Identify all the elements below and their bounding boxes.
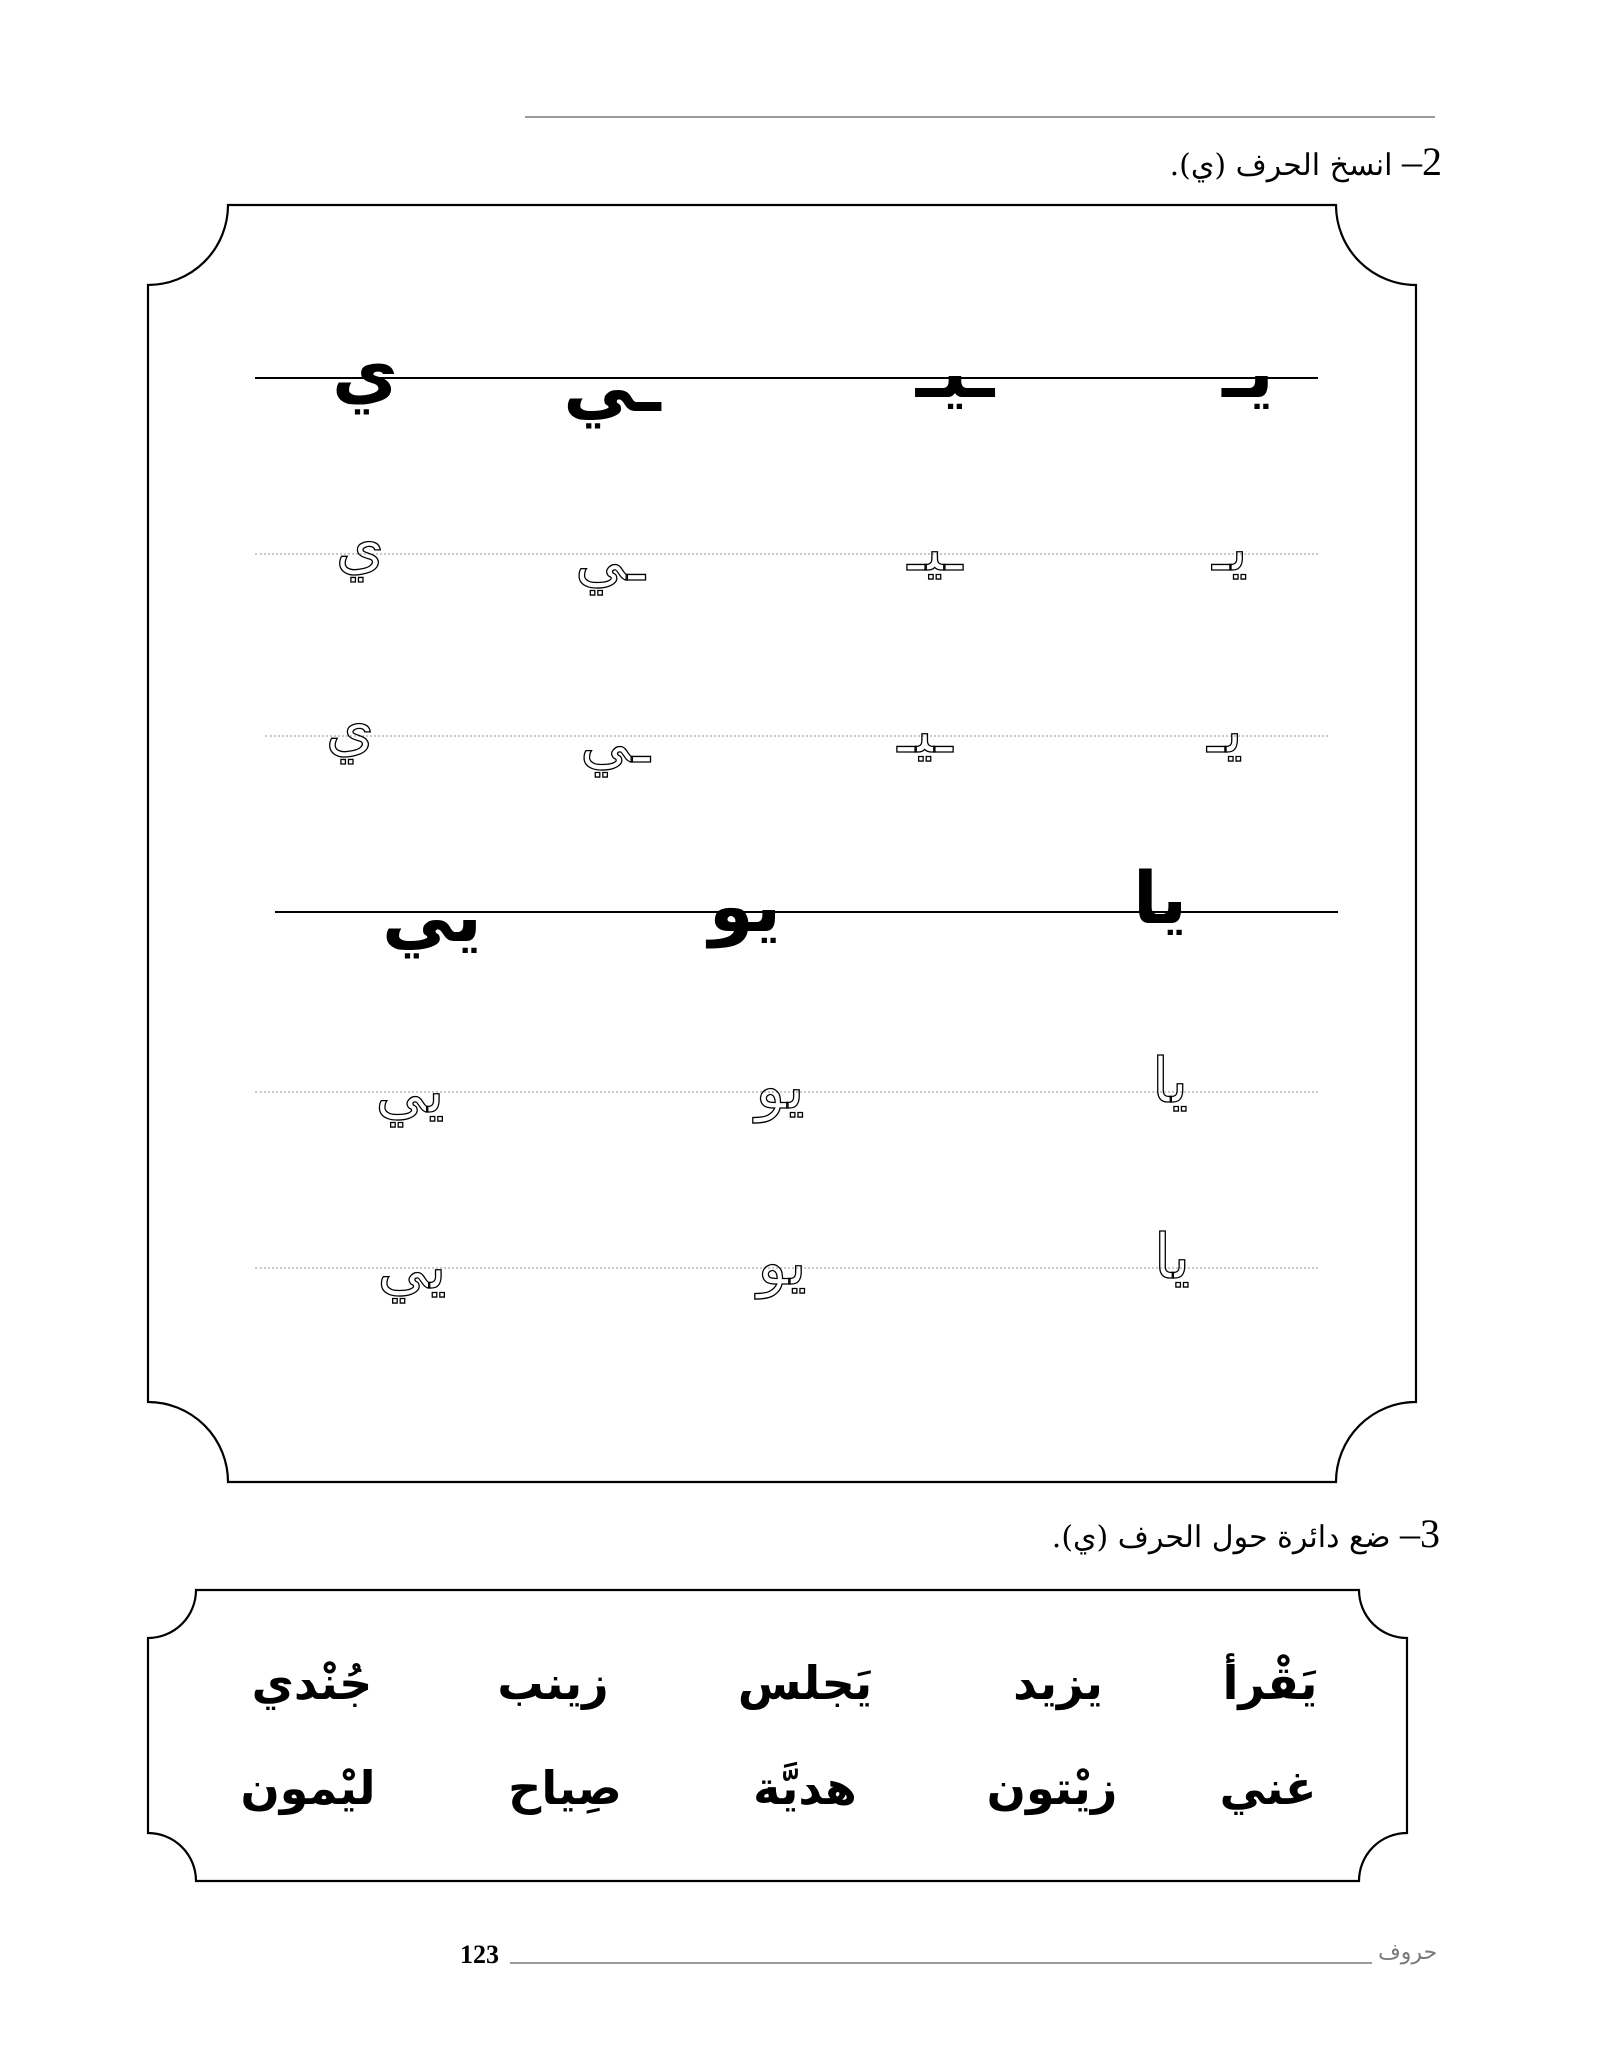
baseline-row-1 (255, 377, 1318, 379)
word-item[interactable]: صِياح (508, 1761, 622, 1815)
word-item[interactable]: يَقْرأ (1222, 1656, 1318, 1710)
trace-line-row-2 (255, 553, 1318, 555)
trace-connection-ya-ya[interactable]: يي (375, 1054, 445, 1127)
trace-letter-isolated[interactable]: ي (335, 509, 385, 582)
footer-book-title: حروف (1378, 1940, 1438, 1965)
exercise-3-frame (148, 1590, 1407, 1881)
word-item[interactable]: هديَّة (753, 1761, 857, 1815)
word-item[interactable]: جُنْدي (251, 1656, 373, 1710)
word-item[interactable]: غني (1219, 1761, 1317, 1815)
trace-connection-ya-waw[interactable]: يو (755, 1050, 805, 1123)
word-item[interactable]: ليْمون (240, 1761, 376, 1815)
trace-connection-ya-alif[interactable]: يا (1153, 1220, 1191, 1293)
exercise-3-number: 3– (1400, 1511, 1440, 1556)
word-item[interactable]: زيْتون (986, 1761, 1118, 1815)
page-number: 123 (460, 1940, 499, 1969)
letter-form-medial: ـيـ (915, 330, 995, 414)
trace-connection-ya-alif[interactable]: يا (1151, 1044, 1189, 1117)
exercise-3-heading (1052, 1510, 1440, 1557)
exercise-3-instruction: ضع دائرة حول الحرف (ي). (1051, 1520, 1391, 1555)
trace-letter-medial[interactable]: ـيـ (907, 512, 963, 585)
trace-letter-initial[interactable]: يـ (1212, 512, 1248, 585)
exercise-2-number: 2– (1402, 139, 1442, 184)
footer-rule (510, 1962, 1372, 1964)
trace-connection-ya-waw[interactable]: يو (757, 1226, 807, 1299)
connection-ya-waw: يو (708, 864, 782, 948)
letter-form-initial: يـ (1222, 330, 1274, 414)
trace-letter-initial[interactable]: يـ (1207, 694, 1243, 767)
letter-form-final: ـي (563, 344, 661, 428)
trace-letter-isolated[interactable]: ي (325, 691, 375, 764)
trace-letter-medial[interactable]: ـيـ (897, 694, 953, 767)
word-item[interactable]: يزيد (1013, 1656, 1103, 1710)
trace-letter-final[interactable]: ـي (580, 704, 650, 777)
connection-ya-ya: يي (382, 874, 482, 958)
exercise-2-instruction: انسخ الحرف (ي). (1169, 148, 1393, 183)
trace-connection-ya-ya[interactable]: يي (377, 1230, 447, 1303)
trace-line-row-3 (265, 735, 1328, 737)
letter-form-isolated: ي (332, 330, 398, 414)
word-item[interactable]: زينب (497, 1656, 609, 1710)
trace-letter-final[interactable]: ـي (575, 522, 645, 595)
word-item[interactable]: يَجلس (737, 1656, 873, 1710)
connection-ya-alif: يا (1132, 856, 1188, 940)
